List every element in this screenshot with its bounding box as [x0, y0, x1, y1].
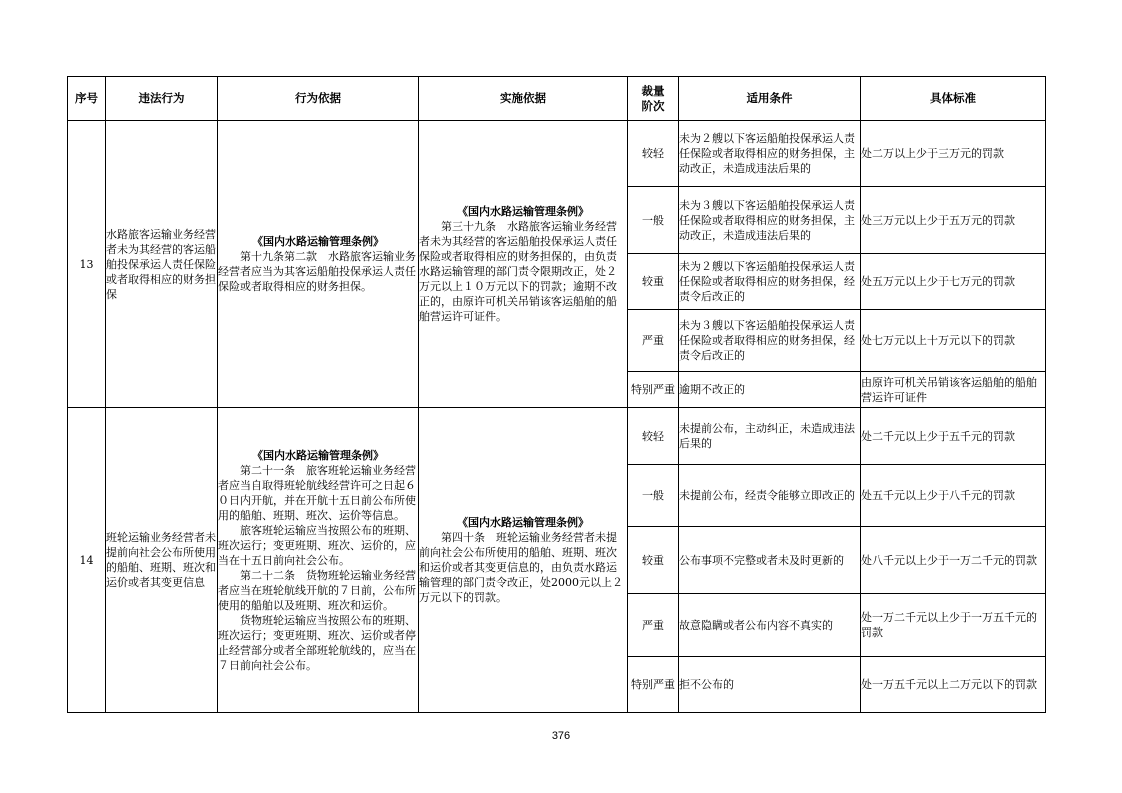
- condition-cell: 未提前公布，经责令能够立即改正的: [679, 465, 861, 527]
- table-row: [68, 408, 1046, 465]
- header-standard: 具体标准: [861, 77, 1046, 121]
- basis-law-title: 《国内水路运输管理条例》: [252, 235, 384, 248]
- row-seq: 13: [68, 121, 106, 408]
- level-cell: 较轻: [628, 121, 679, 187]
- condition-cell: 逾期不改正的: [679, 372, 861, 408]
- condition-cell: 公布事项不完整或者未及时更新的: [679, 527, 861, 594]
- impl-law-title: 《国内水路运输管理条例》: [457, 205, 589, 218]
- condition-cell: 未为２艘以下客运船舶投保承运人责任保险或者取得相应的财务担保，经责令后改正的: [679, 254, 861, 310]
- penalty-discretion-table: [67, 76, 1046, 713]
- basis-paragraph: 旅客班轮运输应当按照公布的班期、班次运行；变更班期、班次、运价的，应当在十五日前向社会公布。: [218, 523, 416, 567]
- level-cell: 严重: [628, 310, 679, 372]
- condition-cell: 未为３艘以下客运船舶投保承运人责任保险或者取得相应的财务担保，经责令后改正的: [679, 310, 861, 372]
- header-violation: 违法行为: [106, 77, 218, 121]
- basis-paragraph: 第二十一条 旅客班轮运输业务经营者应当自取得班轮航线经营许可之日起６０日内开航，并在开航十五日前公布所使用的船舶、班期、班次、运价等信息。: [218, 463, 416, 522]
- row-impl: [419, 408, 628, 713]
- standard-cell: 处三万元以上少于五万元的罚款: [861, 187, 1046, 254]
- table-row: [68, 121, 1046, 187]
- condition-cell: 拒不公布的: [679, 657, 861, 713]
- header-level-line2: 阶次: [641, 98, 665, 113]
- basis-paragraph: 第十九条第二款 水路旅客运输业务经营者应当为其客运船舶投保承运人责任保险或者取得相应的财务担保。: [218, 250, 416, 293]
- row-basis: [218, 408, 419, 713]
- header-level: [628, 77, 679, 121]
- level-cell: 较轻: [628, 408, 679, 465]
- header-level-line1: 裁量: [641, 83, 665, 98]
- header-impl: 实施依据: [419, 77, 628, 121]
- condition-cell: 未为２艘以下客运船舶投保承运人责任保险或者取得相应的财务担保，主动改正，未造成违法后果的: [679, 121, 861, 187]
- header-row: [68, 77, 1046, 121]
- row-violation: 班轮运输业务经营者未提前向社会公布所使用的船舶、班期、班次和运价或者其变更信息: [106, 408, 218, 713]
- standard-cell: 由原许可机关吊销该客运船舶的船舶营运许可证件: [861, 372, 1046, 408]
- impl-law-title: 《国内水路运输管理条例》: [457, 516, 589, 529]
- impl-text: 第四十条 班轮运输业务经营者未提前向社会公布所使用的船舶、班期、班次和运价或者其变更信息的，由负责水路运输管理的部门责令改正，处2000元以上２万元以下的罚款。: [419, 531, 623, 604]
- standard-cell: 处五万元以上少于七万元的罚款: [861, 254, 1046, 310]
- condition-cell: 未为３艘以下客运船舶投保承运人责任保险或者取得相应的财务担保，主动改正，未造成违法后果的: [679, 187, 861, 254]
- basis-law-title: 《国内水路运输管理条例》: [252, 448, 384, 462]
- basis-paragraph: 货物班轮运输应当按照公布的班期、班次运行；变更班期、班次、运价或者停止经营部分或者全部班轮航线的，应当在７日前向社会公布。: [218, 613, 416, 672]
- level-cell: 特别严重: [628, 657, 679, 713]
- level-cell: 一般: [628, 187, 679, 254]
- level-cell: 较重: [628, 527, 679, 594]
- page-number: 376: [551, 730, 571, 742]
- condition-cell: 未提前公布，主动纠正，未造成违法后果的: [679, 408, 861, 465]
- header-basis: 行为依据: [218, 77, 419, 121]
- standard-cell: 处一万五千元以上二万元以下的罚款: [861, 657, 1046, 713]
- standard-cell: 处二万以上少于三万元的罚款: [861, 121, 1046, 187]
- row-impl: [419, 121, 628, 408]
- standard-cell: 处二千元以上少于五千元的罚款: [861, 408, 1046, 465]
- header-conditions: 适用条件: [679, 77, 861, 121]
- level-cell: 一般: [628, 465, 679, 527]
- standard-cell: 处七万元以上十万元以下的罚款: [861, 310, 1046, 372]
- row-basis: [218, 121, 419, 408]
- condition-cell: 故意隐瞒或者公布内容不真实的: [679, 594, 861, 657]
- row-seq: 14: [68, 408, 106, 713]
- standard-cell: 处一万二千元以上少于一万五千元的罚款: [861, 594, 1046, 657]
- level-cell: 较重: [628, 254, 679, 310]
- level-cell: 严重: [628, 594, 679, 657]
- header-seq: 序号: [68, 77, 106, 121]
- row-violation: 水路旅客运输业务经营者未为其经营的客运船舶投保承运人责任保险或者取得相应的财务担保: [106, 121, 218, 408]
- standard-cell: 处八千元以上少于一万二千元的罚款: [861, 527, 1046, 594]
- impl-text: 第三十九条 水路旅客运输业务经营者未为其经营的客运船舶投保承运人责任保险或者取得相应的财务担保的，由负责水路运输管理的部门责令限期改正，处２万元以上１０万元以下的罚款；逾期不改正的，由原许可机关吊销该客运船舶的船舶营运许可证件。: [419, 220, 617, 323]
- basis-paragraph: 第二十二条 货物班轮运输业务经营者应当在班轮航线开航的７日前，公布所使用的船舶以及班期、班次和运价。: [218, 568, 416, 612]
- level-cell: 特别严重: [628, 372, 679, 408]
- standard-cell: 处五千元以上少于八千元的罚款: [861, 465, 1046, 527]
